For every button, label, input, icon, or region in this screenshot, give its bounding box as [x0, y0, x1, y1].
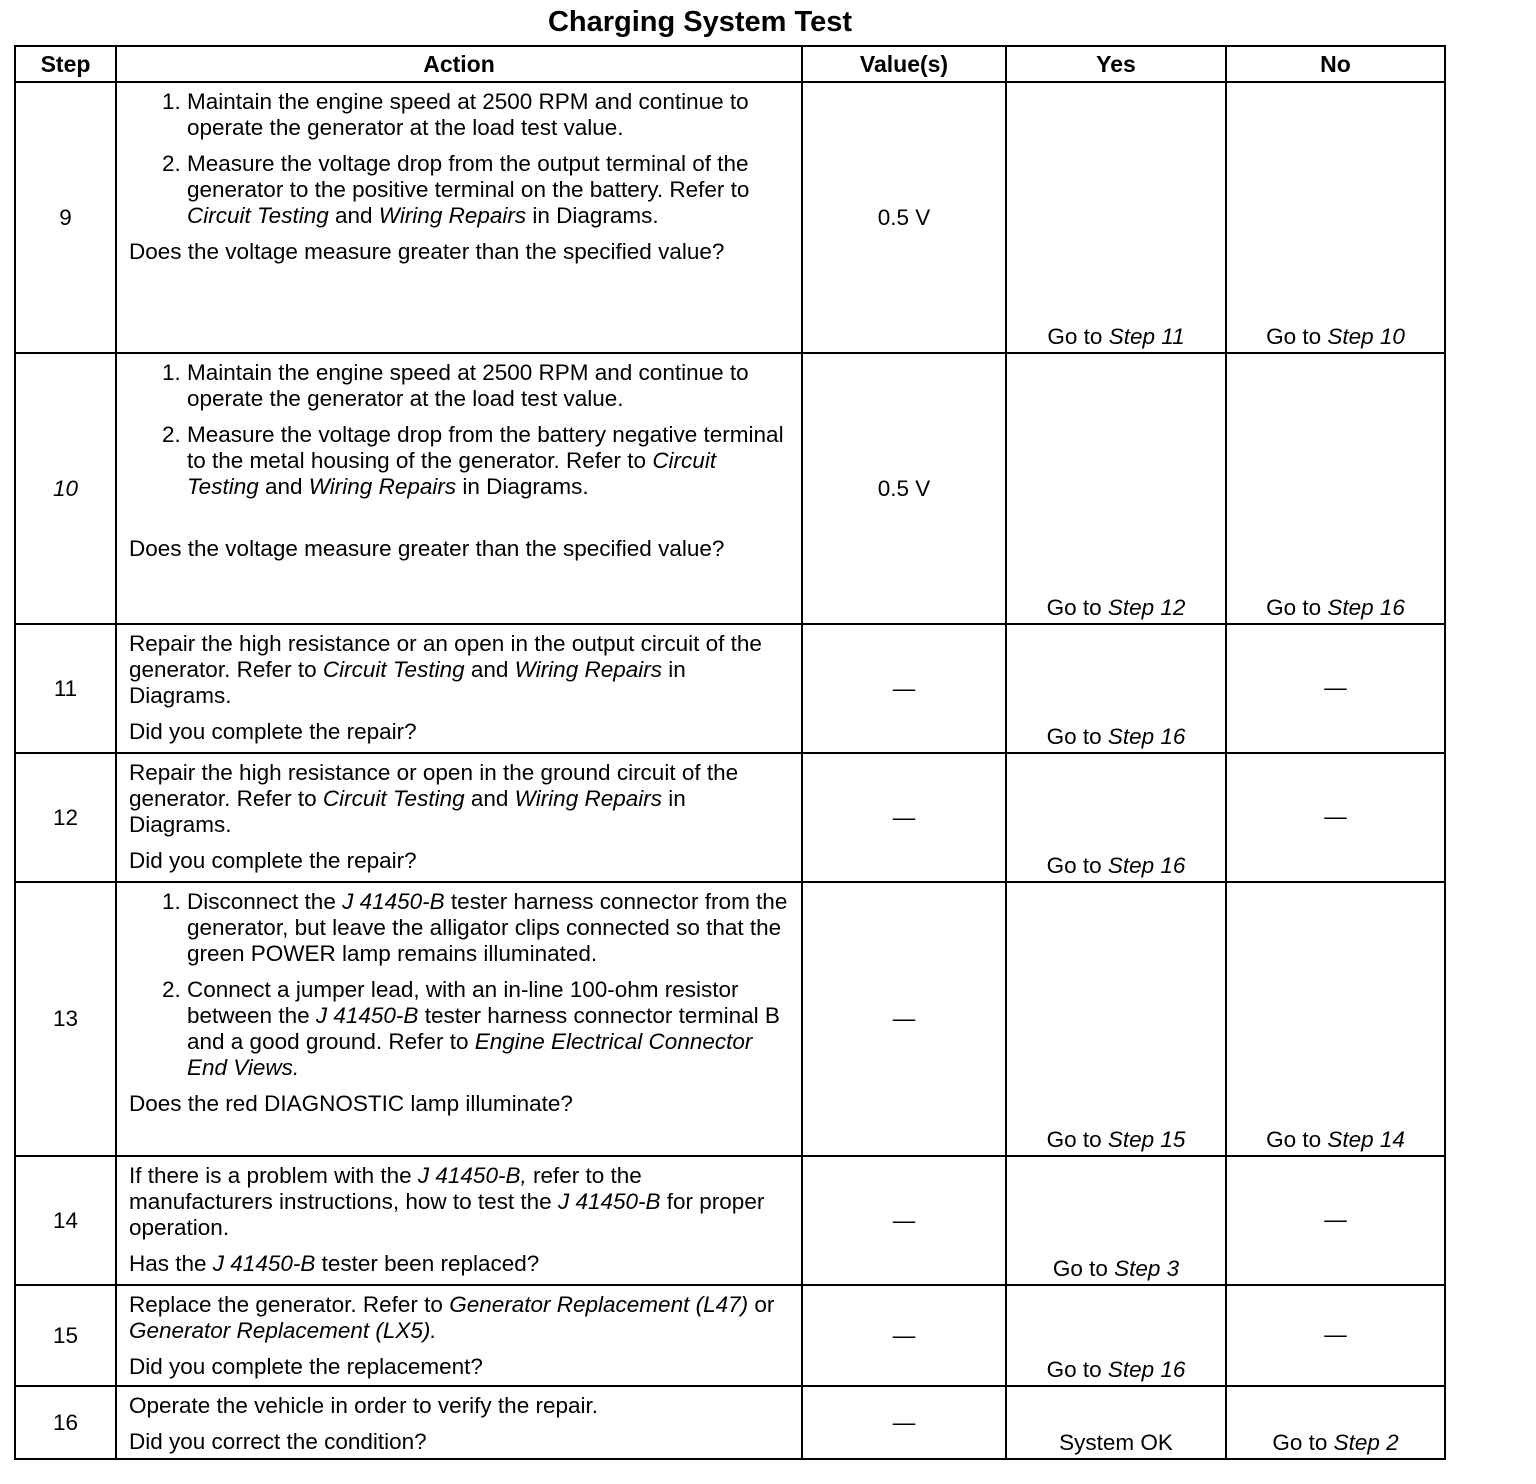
action-text: Replace the generator. Refer to Generator Replacement (L47) or Generator Replacement (LX5).	[129, 1292, 775, 1343]
no-cell: Go to Step 2	[1226, 1386, 1445, 1459]
page-title: Charging System Test	[547, 6, 853, 38]
value-cell: 0.5 V	[802, 353, 1006, 624]
no-cell: Go to Step 14	[1226, 882, 1445, 1156]
no-cell: Go to Step 16	[1226, 353, 1445, 624]
yes-cell: Go to Step 16	[1006, 753, 1226, 882]
list-item: 1. Maintain the engine speed at 2500 RPM and continue to operate the generator at the load test value.	[187, 360, 791, 412]
step-number: 12	[15, 753, 116, 882]
step-number: 11	[15, 624, 116, 753]
yes-cell: Go to Step 16	[1006, 624, 1226, 753]
header-action: Action	[116, 46, 802, 82]
list-item: 2. Measure the voltage drop from the output terminal of the generator to the positive terminal on the battery. Refer to Circuit Testing and Wiring Repairs in Diagrams.	[187, 151, 791, 229]
question: Does the voltage measure greater than the specified value?	[129, 239, 725, 264]
list-item: 1. Maintain the engine speed at 2500 RPM and continue to operate the generator at the load test value.	[187, 89, 791, 141]
no-cell: —	[1226, 624, 1445, 753]
yes-cell: Go to Step 3	[1006, 1156, 1226, 1285]
action-cell	[116, 624, 802, 753]
step-number: 15	[15, 1285, 116, 1386]
table-row	[15, 1285, 1445, 1386]
action-list	[129, 89, 791, 229]
table-row	[15, 353, 1445, 624]
question: Has the J 41450-B tester been replaced?	[129, 1251, 540, 1276]
list-item: 1. Disconnect the J 41450-B tester harness connector from the generator, but leave the alligator clips connected so that the green POWER lamp remains illuminated.	[187, 889, 791, 967]
action-text: Repair the high resistance or an open in the output circuit of the generator. Refer to Circuit Testing and Wiring Repairs in Diagrams.	[129, 631, 762, 708]
question: Did you correct the condition?	[129, 1429, 427, 1454]
table-row	[15, 1386, 1445, 1459]
yes-cell: Go to Step 16	[1006, 1285, 1226, 1386]
step-number: 16	[15, 1386, 116, 1459]
list-item: 2. Measure the voltage drop from the battery negative terminal to the metal housing of the generator. Refer to Circuit Testing and Wiring Repairs in Diagrams.	[187, 422, 791, 500]
action-cell	[116, 1386, 802, 1459]
value-cell: —	[802, 882, 1006, 1156]
action-text: If there is a problem with the J 41450-B, refer to the manufacturers instructions, how to test the J 41450-B for proper operation.	[129, 1163, 765, 1240]
table-row	[15, 624, 1445, 753]
action-list	[129, 360, 791, 500]
action-cell	[116, 753, 802, 882]
table-row	[15, 753, 1445, 882]
action-cell	[116, 353, 802, 624]
header-row	[15, 46, 1445, 82]
action-text: Repair the high resistance or open in the ground circuit of the generator. Refer to Circuit Testing and Wiring Repairs in Diagrams.	[129, 760, 739, 837]
header-no: No	[1226, 46, 1445, 82]
value-cell: —	[802, 1156, 1006, 1285]
action-cell	[116, 882, 802, 1156]
value-cell: —	[802, 1285, 1006, 1386]
header-step: Step	[15, 46, 116, 82]
step-number: 9	[15, 82, 116, 353]
table-row	[15, 1156, 1445, 1285]
action-cell	[116, 82, 802, 353]
yes-cell: System OK	[1006, 1386, 1226, 1459]
no-cell: —	[1226, 1285, 1445, 1386]
action-text: Operate the vehicle in order to verify the repair.	[129, 1393, 598, 1418]
step-number: 14	[15, 1156, 116, 1285]
action-cell	[116, 1156, 802, 1285]
value-cell: —	[802, 753, 1006, 882]
no-cell: —	[1226, 753, 1445, 882]
action-list	[129, 889, 791, 1081]
value-cell: —	[802, 1386, 1006, 1459]
question: Does the red DIAGNOSTIC lamp illuminate?	[129, 1091, 573, 1116]
step-number: 13	[15, 882, 116, 1156]
yes-cell: Go to Step 11	[1006, 82, 1226, 353]
table-row	[15, 882, 1445, 1156]
step-number: 10	[15, 353, 116, 624]
question: Did you complete the repair?	[129, 719, 417, 744]
question: Did you complete the replacement?	[129, 1354, 483, 1379]
list-item: 2. Connect a jumper lead, with an in-line 100-ohm resistor between the J 41450-B tester harness connector terminal B and a good ground. Refer to Engine Electrical Connector End Views.	[187, 977, 791, 1081]
value-cell: 0.5 V	[802, 82, 1006, 353]
yes-cell: Go to Step 12	[1006, 353, 1226, 624]
table-row	[15, 82, 1445, 353]
no-cell: —	[1226, 1156, 1445, 1285]
yes-cell: Go to Step 15	[1006, 882, 1226, 1156]
action-cell	[116, 1285, 802, 1386]
header-values: Value(s)	[802, 46, 1006, 82]
question: Does the voltage measure greater than the specified value?	[129, 536, 725, 561]
header-yes: Yes	[1006, 46, 1226, 82]
value-cell: —	[802, 624, 1006, 753]
no-cell: Go to Step 10	[1226, 82, 1445, 353]
question: Did you complete the repair?	[129, 848, 417, 873]
charging-system-test-table	[14, 45, 1446, 1460]
